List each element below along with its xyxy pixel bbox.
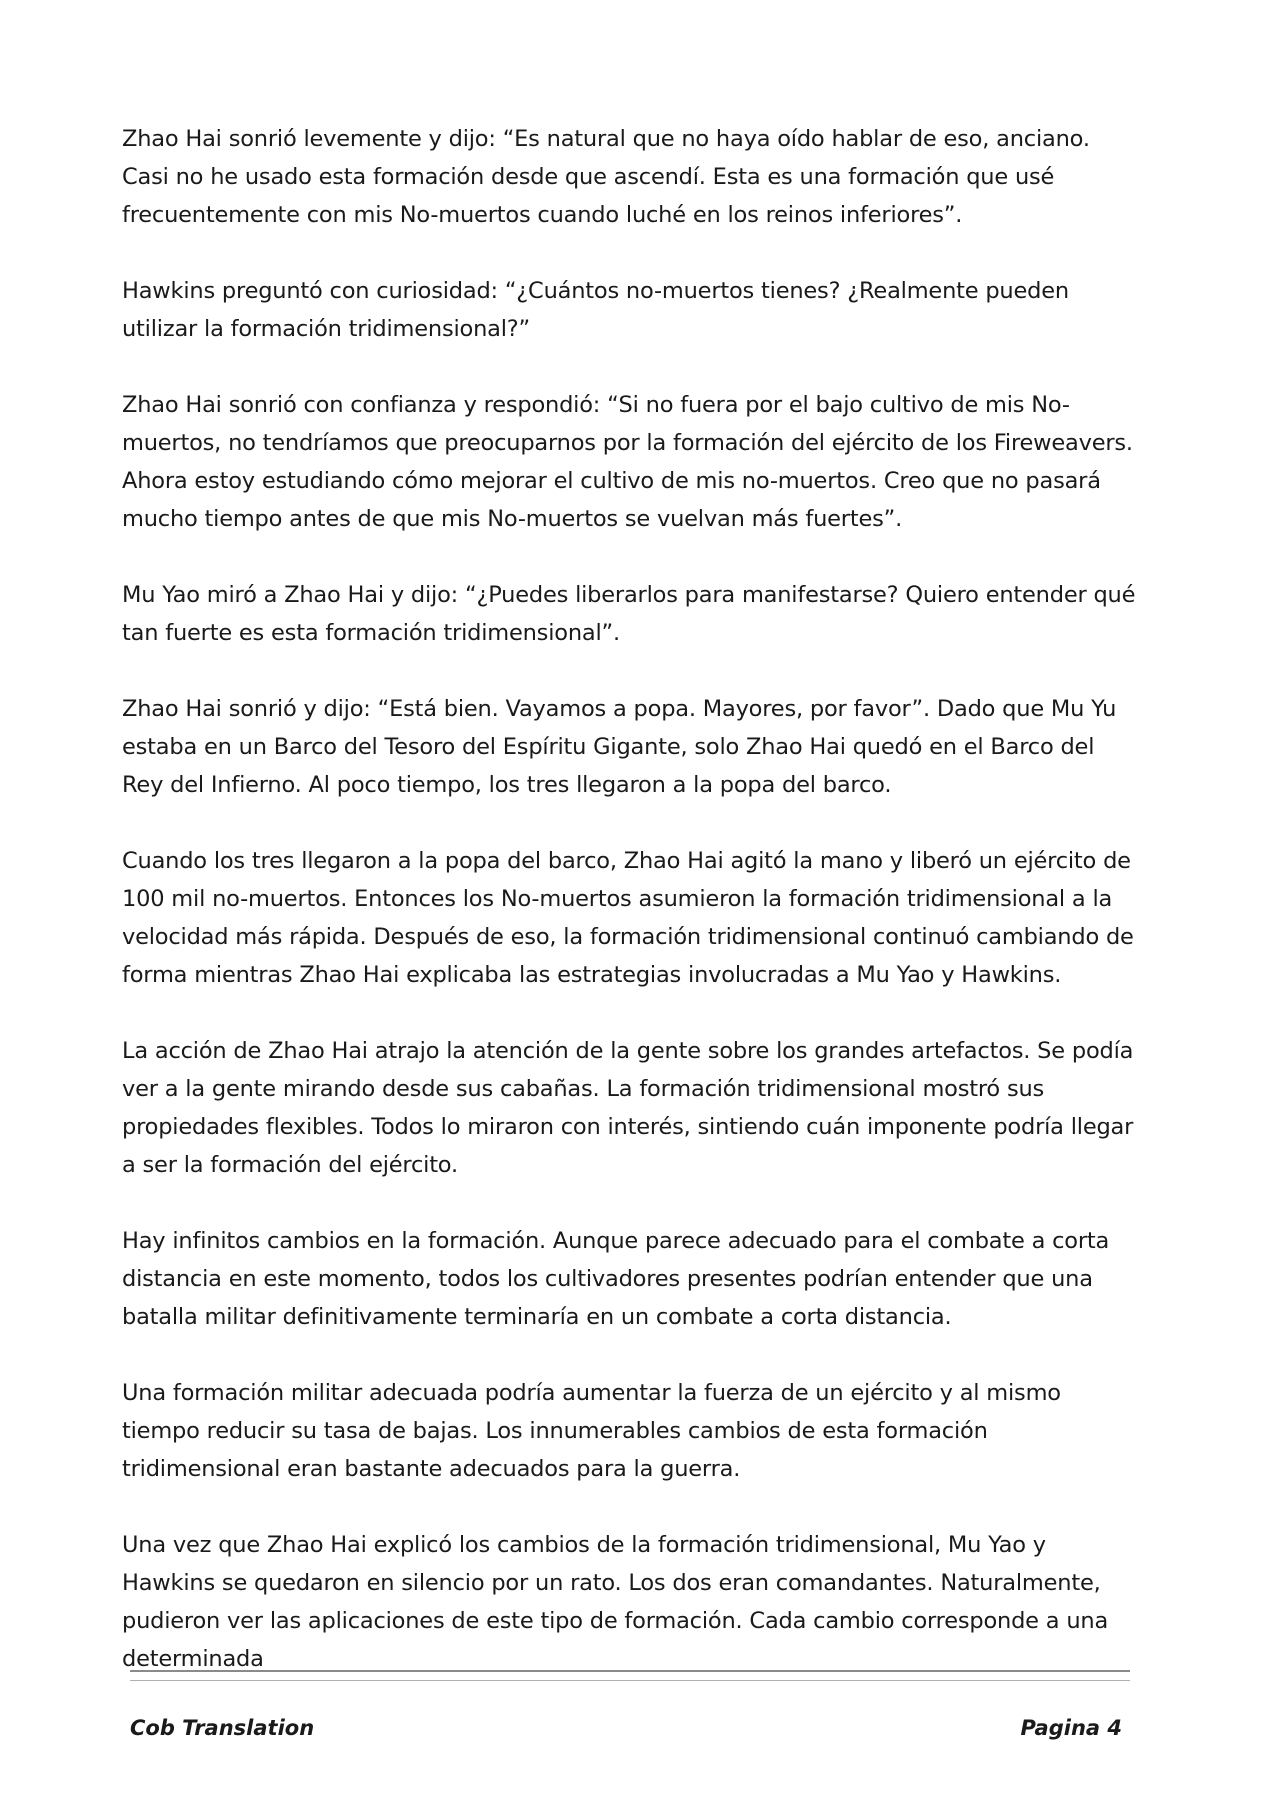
footer-divider-secondary	[130, 1680, 1130, 1681]
paragraph: Cuando los tres llegaron a la popa del barco, Zhao Hai agitó la mano y liberó un ejército de 100 mil no-muertos. Entonces los No-muertos asumieron la formación tridimensional a la velocidad más rápida. Después de eso, la formación tridimensional continuó cambiando de forma mientras Zhao Hai explicaba las estrategias involucradas a Mu Yao y Hawkins.	[122, 848, 1134, 988]
footer-page-number: Pagina 4	[1020, 1716, 1122, 1740]
paragraph: Hawkins preguntó con curiosidad: “¿Cuántos no-muertos tienes? ¿Realmente pueden utilizar la formación tridimensional?”	[122, 278, 1069, 342]
paragraph: Hay infinitos cambios en la formación. Aunque parece adecuado para el combate a corta distancia en este momento, todos los cultivadores presentes podrían entender que una batalla militar definitivamente terminaría en un combate a corta distancia.	[122, 1228, 1110, 1330]
footer-translator-credit: Cob Translation	[130, 1716, 315, 1740]
paragraph: Una vez que Zhao Hai explicó los cambios de la formación tridimensional, Mu Yao y Hawkins se quedaron en silencio por un rato. Los dos eran comandantes. Naturalmente, pudieron ver las aplicaciones de este tipo de formación. Cada cambio corresponde a una determinada	[122, 1532, 1109, 1672]
paragraph: Mu Yao miró a Zhao Hai y dijo: “¿Puedes liberarlos para manifestarse? Quiero entender qué tan fuerte es esta formación tridimensional”.	[122, 582, 1136, 646]
paragraph: Zhao Hai sonrió con confianza y respondió: “Si no fuera por el bajo cultivo de mis No-muertos, no tendríamos que preocuparnos por la formación del ejército de los Fireweavers. Ahora estoy estudiando cómo mejorar el cultivo de mis no-muertos. Creo que no pasará mucho tiempo antes de que mis No-muertos se vuelvan más fuertes”.	[122, 392, 1133, 532]
paragraph: Zhao Hai sonrió y dijo: “Está bien. Vayamos a popa. Mayores, por favor”. Dado que Mu Yu estaba en un Barco del Tesoro del Espíritu Gigante, solo Zhao Hai quedó en el Barco del Rey del Infierno. Al poco tiempo, los tres llegaron a la popa del barco.	[122, 696, 1117, 798]
paragraph: La acción de Zhao Hai atrajo la atención de la gente sobre los grandes artefactos. Se podía ver a la gente mirando desde sus cabañas. La formación tridimensional mostró sus propiedades flexibles. Todos lo miraron con interés, sintiendo cuán imponente podría llegar a ser la formación del ejército.	[122, 1038, 1134, 1178]
footer-divider	[130, 1670, 1130, 1672]
page-body	[122, 120, 1142, 1716]
paragraph: Una formación militar adecuada podría aumentar la fuerza de un ejército y al mismo tiempo reducir su tasa de bajas. Los innumerables cambios de esta formación tridimensional eran bastante adecuados para la guerra.	[122, 1380, 1061, 1482]
paragraph: Zhao Hai sonrió levemente y dijo: “Es natural que no haya oído hablar de eso, anciano. Casi no he usado esta formación desde que ascendí. Esta es una formación que usé frecuentemente con mis No-muertos cuando luché en los reinos inferiores”.	[122, 126, 1090, 228]
